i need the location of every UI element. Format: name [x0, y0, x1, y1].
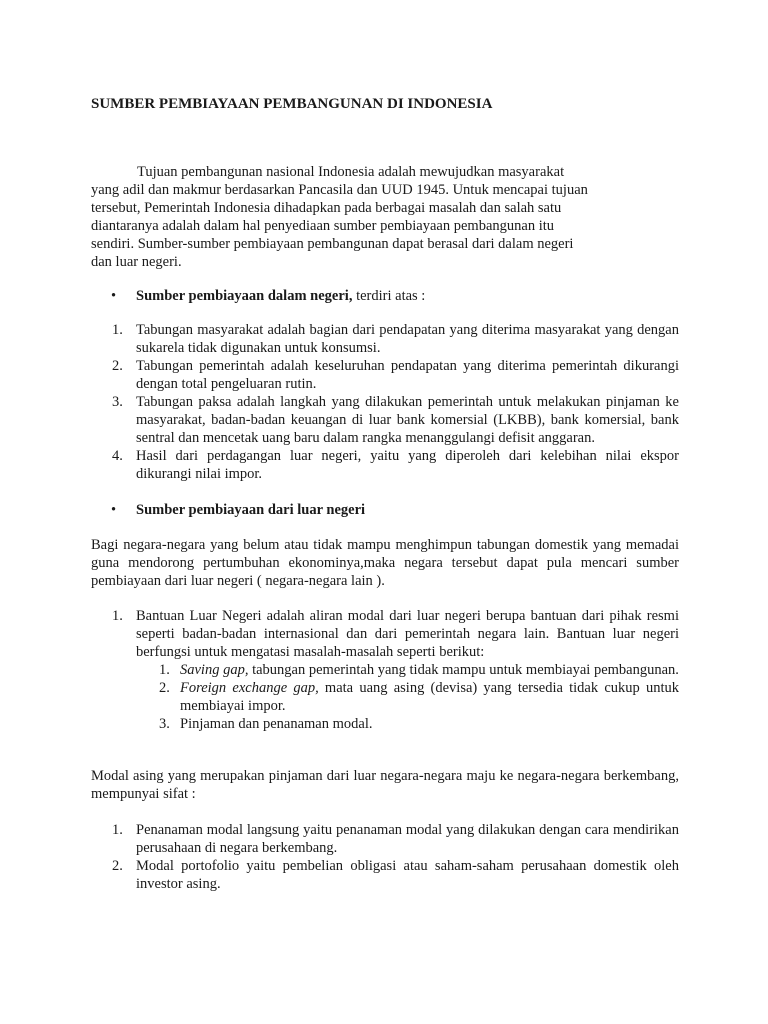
section-heading-rest: terdiri atas : — [352, 288, 426, 304]
list-number: 4. — [112, 448, 123, 464]
domestic-sources-list — [91, 321, 679, 483]
section-heading-bold: Sumber pembiayaan dalam negeri, — [136, 288, 353, 304]
list-number: 1. — [112, 822, 123, 838]
list-text: Tabungan masyarakat adalah bagian dari pendapatan yang diterima masyarakat yang dengan sukarela tidak digunakan untuk konsumsi. — [136, 322, 679, 356]
section-heading-foreign — [111, 501, 671, 519]
list-item — [91, 607, 679, 661]
sub-list-item — [91, 679, 679, 715]
foreign-capital-paragraph: Modal asing yang merupakan pinjaman dari luar negara-negara maju ke negara-negara berkembang, mempunyai sifat : — [91, 768, 679, 802]
list-number: 1. — [112, 608, 123, 624]
list-number: 3. — [112, 394, 123, 410]
list-item — [91, 821, 679, 857]
list-number: 2. — [112, 858, 123, 874]
page-title: SUMBER PEMBIAYAAN PEMBANGUNAN DI INDONESIA — [91, 96, 493, 112]
intro-line: Tujuan pembangunan nasional Indonesia adalah mewujudkan masyarakat — [137, 164, 565, 180]
list-text: Tabungan pemerintah adalah keseluruhan pendapatan yang diterima pemerintah dikurangi dengan total pengeluaran rutin. — [136, 358, 679, 392]
list-text: Penanaman modal langsung yaitu penanaman modal yang dilakukan dengan cara mendirikan perusahaan di negara berkembang. — [136, 822, 679, 856]
list-text: tabungan pemerintah yang tidak mampu untuk membiayai pembangunan. — [248, 662, 679, 678]
intro-paragraph — [91, 163, 591, 271]
list-number: 1. — [159, 662, 170, 678]
section-heading-bold: Sumber pembiayaan dari luar negeri — [136, 502, 366, 518]
foreign-capital-list — [91, 821, 679, 893]
bullet-icon: • — [111, 288, 117, 304]
sub-list-item — [91, 661, 679, 679]
list-item — [91, 393, 679, 447]
list-item — [91, 357, 679, 393]
list-item — [91, 321, 679, 357]
sub-list-item — [91, 715, 679, 733]
list-item — [91, 857, 679, 893]
list-item — [91, 447, 679, 483]
list-text: mata uang asing (devisa) yang tersedia tidak cukup untuk membiayai impor. — [180, 680, 679, 714]
italic-term: Foreign exchange gap, — [180, 680, 319, 696]
foreign-aid-list — [91, 607, 679, 733]
list-number: 2. — [112, 358, 123, 374]
intro-line: diantaranya adalah dalam hal penyediaan sumber pembiayaan pembangunan itu — [91, 218, 555, 234]
intro-line: sendiri. Sumber-sumber pembiayaan pembangunan dapat berasal dari dalam negeri — [91, 236, 574, 252]
intro-line: yang adil dan makmur berdasarkan Pancasila dan UUD 1945. Untuk mencapai tujuan — [91, 182, 588, 198]
bullet-icon: • — [111, 502, 117, 518]
list-number: 2. — [159, 680, 170, 696]
list-text: Tabungan paksa adalah langkah yang dilakukan pemerintah untuk melakukan pinjaman ke masyarakat, badan-badan keuangan di luar bank komersial (LKBB), bank komersial, bank sentral dan mencetak uang baru dalam rangka menanggulangi defisit anggaran. — [136, 394, 679, 446]
list-text: Modal portofolio yaitu pembelian obligasi atau saham-saham perusahaan domestik oleh investor asing. — [136, 858, 679, 892]
list-text: Pinjaman dan penanaman modal. — [180, 716, 373, 732]
list-number: 3. — [159, 716, 170, 732]
list-text: Hasil dari perdagangan luar negeri, yaitu yang diperoleh dari kelebihan nilai ekspor dikurangi nilai impor. — [136, 448, 679, 482]
list-text: Bantuan Luar Negeri adalah aliran modal dari luar negeri berupa bantuan dari pihak resmi seperti badan-badan internasional dan dari pemerintah negara lain. Bantuan luar negeri berfungsi untuk mengatasi masalah-masalah seperti berikut: — [136, 608, 679, 660]
list-number: 1. — [112, 322, 123, 338]
intro-line: dan luar negeri. — [91, 254, 182, 270]
section-heading-domestic — [111, 287, 671, 305]
italic-term: Saving gap, — [180, 662, 249, 678]
intro-line: tersebut, Pemerintah Indonesia dihadapkan pada berbagai masalah dan salah satu — [91, 200, 562, 216]
foreign-intro-paragraph: Bagi negara-negara yang belum atau tidak mampu menghimpun tabungan domestik yang memadai guna mendorong pertumbuhan ekonominya,maka negara tersebut dapat pula mencari sumber pembiayaan dari luar negeri ( negara-negara lain ). — [91, 537, 679, 589]
